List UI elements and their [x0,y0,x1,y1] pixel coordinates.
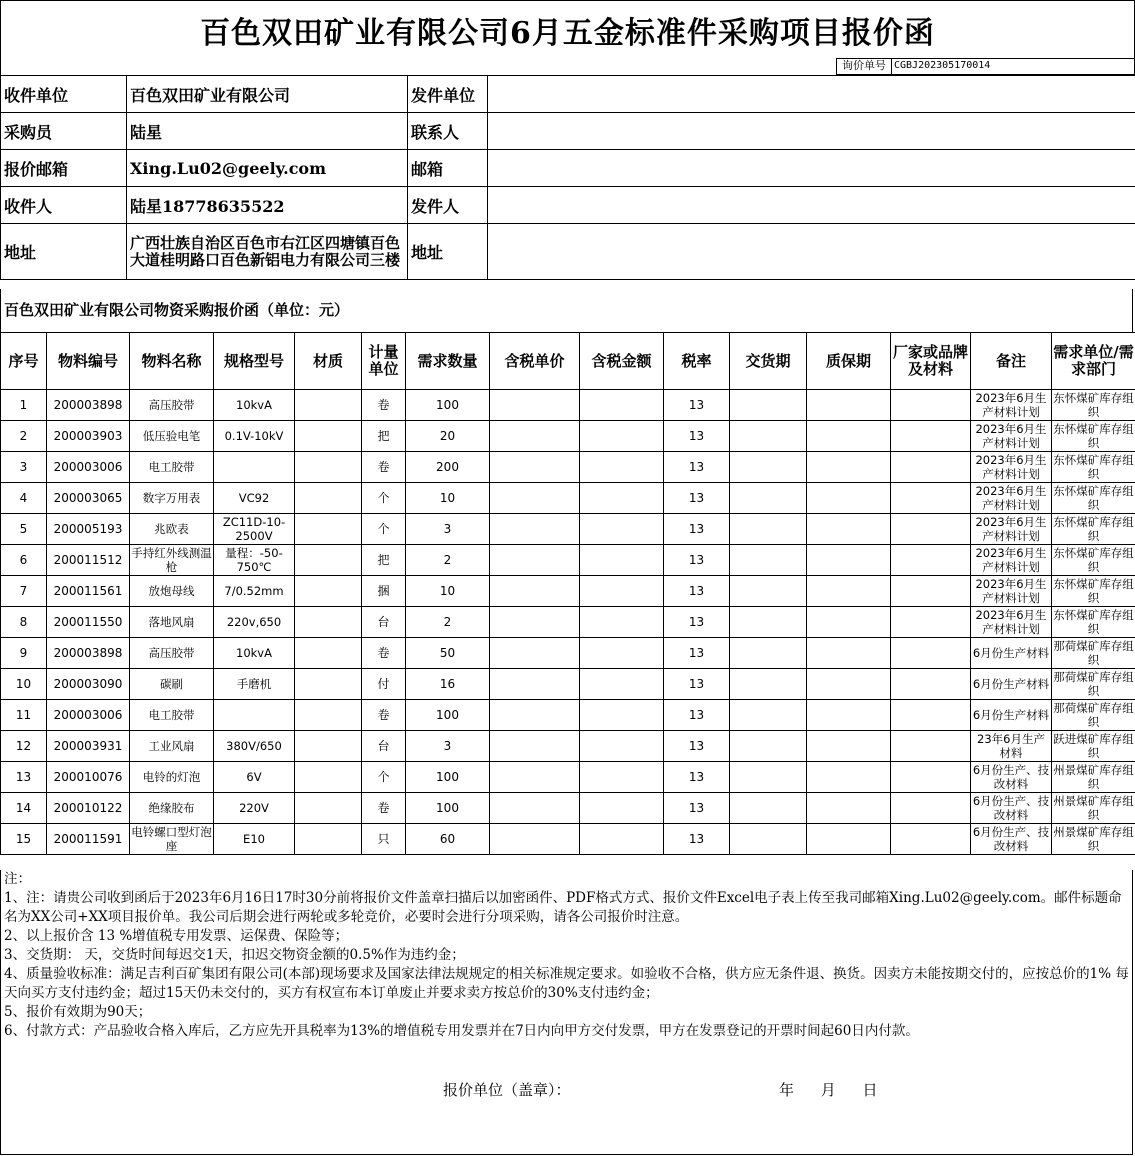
col-header: 备注 [971,333,1052,390]
row-number: 9 [1,638,47,669]
amount-cell[interactable] [580,824,664,855]
material-code: 200003090 [47,669,130,700]
unit-price-cell[interactable] [490,483,580,514]
delivery-cell[interactable] [730,700,807,731]
dept-cell: 州景煤矿库存组织 [1053,763,1134,791]
recv-unit-value: 百色双田矿业有限公司 [127,76,408,113]
amount-cell[interactable] [580,452,664,483]
amount-cell[interactable] [580,545,664,576]
item-rows [1,390,1135,855]
quantity-cell: 200 [406,452,490,483]
material-code: 200010076 [47,762,130,793]
material-code: 200011550 [47,607,130,638]
spec-model: 220V [214,793,295,824]
dept-cell: 州景煤矿库存组织 [1053,794,1134,822]
table-row [1,576,1135,607]
amount-cell[interactable] [580,576,664,607]
unit-cell: 个 [362,514,406,545]
material-cell[interactable] [295,607,362,638]
brand-cell[interactable] [891,762,971,793]
table-row [1,452,1135,483]
remark-cell: 6月份生产、技改材料 [971,793,1052,824]
header-row [1,333,1135,390]
brand-cell[interactable] [891,700,971,731]
quantity-cell: 10 [406,483,490,514]
material-cell[interactable] [295,452,362,483]
unit-cell: 捆 [362,576,406,607]
buyer-label: 采购员 [1,113,127,150]
col-header: 材质 [295,333,362,390]
material-code: 200011512 [47,545,130,576]
quantity-cell: 3 [406,731,490,762]
delivery-cell[interactable] [730,607,807,638]
address-value: 广西壮族自治区百色市右江区四塘镇百色大道桂明路口百色新铝电力有限公司三楼 [127,224,408,280]
quantity-cell: 2 [406,607,490,638]
table-row [1,762,1135,793]
row-number: 3 [1,452,47,483]
dept-cell: 东怀煤矿库存组织 [1053,546,1134,574]
material-name: 高压胶带 [130,390,214,421]
unit-price-cell[interactable] [490,824,580,855]
col-header: 需求单位/需求部门 [1052,333,1135,390]
col-header: 计量单位 [362,333,406,390]
contact-label: 联系人 [408,113,488,150]
unit-cell: 卷 [362,638,406,669]
material-name: 高压胶带 [130,638,214,669]
note-line: 3、交货期： 天，交货时间每迟交1天，扣迟交物资金额的0.5%作为违约金； [4,947,465,963]
delivery-cell[interactable] [730,824,807,855]
unit-cell: 只 [362,824,406,855]
material-cell[interactable] [295,700,362,731]
material-code: 200003898 [47,390,130,421]
remark-cell: 6月份生产材料 [971,638,1052,669]
table-row [1,390,1135,421]
unit-cell: 个 [362,762,406,793]
delivery-cell[interactable] [730,638,807,669]
row-number: 7 [1,576,47,607]
warranty-cell[interactable] [807,421,891,452]
material-name: 碳刷 [130,669,214,700]
inquiry-row [0,58,1135,75]
inquiry-number: CGBJ202305170014 [894,60,991,71]
quantity-cell: 100 [406,793,490,824]
warranty-cell[interactable] [807,669,891,700]
tax-rate-cell: 13 [664,545,730,576]
delivery-cell[interactable] [730,545,807,576]
tax-rate-cell: 13 [664,483,730,514]
col-header: 税率 [664,333,730,390]
delivery-cell[interactable] [730,669,807,700]
brand-cell[interactable] [891,607,971,638]
col-header: 质保期 [807,333,891,390]
brand-cell[interactable] [891,452,971,483]
info-table [0,75,1135,280]
notes-section [0,870,1133,1155]
date-label: 年 月 日 [779,1081,878,1099]
delivery-cell[interactable] [730,762,807,793]
warranty-cell[interactable] [807,576,891,607]
remark-cell: 6月份生产、技改材料 [971,824,1052,855]
unit-price-cell[interactable] [490,793,580,824]
unit-price-cell[interactable] [490,762,580,793]
spec-model: E10 [214,824,295,855]
unit-cell: 个 [362,483,406,514]
unit-price-cell[interactable] [490,545,580,576]
quote-email-label: 报价邮箱 [1,150,127,187]
tax-rate-cell: 13 [664,390,730,421]
unit-cell: 卷 [362,452,406,483]
dept-cell: 东怀煤矿库存组织 [1053,422,1134,450]
amount-cell[interactable] [580,762,664,793]
inquiry-label: 询价单号 [842,59,886,72]
row-number: 5 [1,514,47,545]
delivery-cell[interactable] [730,452,807,483]
buyer-value: 陆星 [127,113,408,150]
material-cell[interactable] [295,390,362,421]
unit-price-cell[interactable] [490,576,580,607]
email-label: 邮箱 [408,150,488,187]
unit-cell: 台 [362,607,406,638]
brand-cell[interactable] [891,793,971,824]
unit-cell: 卷 [362,793,406,824]
dept-cell: 东怀煤矿库存组织 [1053,515,1134,543]
col-header: 规格型号 [214,333,295,390]
row-number: 15 [1,824,47,855]
spec-model: 10kvA [214,390,295,421]
dept-cell: 那荷煤矿库存组织 [1053,701,1134,729]
material-name: 数字万用表 [130,483,214,514]
brand-cell[interactable] [891,421,971,452]
send-unit-value[interactable] [488,76,1135,113]
tax-rate-cell: 13 [664,638,730,669]
row-number: 4 [1,483,47,514]
tax-rate-cell: 13 [664,762,730,793]
dept-cell: 那荷煤矿库存组织 [1053,670,1134,698]
material-code: 200003006 [47,700,130,731]
delivery-cell[interactable] [730,483,807,514]
spec-model [214,452,295,483]
note-line: 1、注：请贵公司收到函后于2023年6月16日17时30分前将报价文件盖章扫描后以加密函件、PDF格式方式、报价文件Excel电子表上传至我司邮箱Xing.Lu02@geely.com。邮件标题命名为XX公司+XX项目报价单。我公司后期会进行两轮或多轮竞价，必要时会进行分项采购，请各公司报价时注意。 [4,890,1122,925]
warranty-cell[interactable] [807,793,891,824]
unit-price-cell[interactable] [490,700,580,731]
row-number: 1 [1,390,47,421]
email-value[interactable] [488,150,1135,187]
amount-cell[interactable] [580,700,664,731]
remark-cell: 23年6月生产材料 [971,731,1052,762]
warranty-cell[interactable] [807,514,891,545]
unit-price-cell[interactable] [490,421,580,452]
material-name: 落地风扇 [130,607,214,638]
spec-model: 6V [214,762,295,793]
items-table [0,332,1135,855]
material-name: 低压验电笔 [130,421,214,452]
page-title: 百色双田矿业有限公司6月五金标准件采购项目报价函 [0,0,1135,59]
contact-value[interactable] [488,113,1135,150]
material-cell[interactable] [295,576,362,607]
material-cell[interactable] [295,762,362,793]
note-line: 注： [4,871,31,887]
tax-rate-cell: 13 [664,793,730,824]
remark-cell: 2023年6月生产材料计划 [971,607,1052,638]
amount-cell[interactable] [580,731,664,762]
note-line: 6、付款方式：产品验收合格入库后，乙方应先开具税率为13%的增值税专用发票并在7日内向甲方交付发票，甲方在发票登记的开票时间起60日内付款。 [4,1023,919,1039]
spec-model: 220v,650 [214,607,295,638]
unit-price-cell[interactable] [490,390,580,421]
spec-model: 380V/650 [214,731,295,762]
amount-cell[interactable] [580,483,664,514]
material-name: 电铃的灯泡 [130,762,214,793]
row-number: 11 [1,700,47,731]
brand-cell[interactable] [891,576,971,607]
quantity-cell: 60 [406,824,490,855]
row-number: 12 [1,731,47,762]
tax-rate-cell: 13 [664,669,730,700]
send-unit-label: 发件单位 [408,76,488,113]
unit-cell: 把 [362,421,406,452]
table-row [1,607,1135,638]
quantity-cell: 50 [406,638,490,669]
brand-cell[interactable] [891,390,971,421]
recv-unit-label: 收件单位 [1,76,127,113]
spec-model: 量程：-50-750℃ [214,545,295,576]
warranty-cell[interactable] [807,545,891,576]
material-name: 电铃螺口型灯泡座 [131,825,212,853]
warranty-cell[interactable] [807,483,891,514]
brand-cell[interactable] [891,824,971,855]
table-row [1,824,1135,855]
quote-email-value[interactable]: Xing.Lu02@geely.com [127,150,408,187]
delivery-cell[interactable] [730,576,807,607]
material-name: 手持红外线测温枪 [131,546,212,574]
amount-cell[interactable] [580,669,664,700]
quantity-cell: 10 [406,576,490,607]
material-cell[interactable] [295,793,362,824]
table-row [1,545,1135,576]
receiver-value: 陆星18778635522 [127,187,408,224]
dept-cell: 那荷煤矿库存组织 [1053,639,1134,667]
warranty-cell[interactable] [807,390,891,421]
tax-rate-cell: 13 [664,700,730,731]
tax-rate-cell: 13 [664,731,730,762]
col-header: 含税金额 [580,333,664,390]
delivery-cell[interactable] [730,390,807,421]
dept-cell: 东怀煤矿库存组织 [1053,391,1134,419]
spec-model: ZC11D-10-2500V [214,514,295,545]
material-cell[interactable] [295,514,362,545]
brand-cell[interactable] [891,638,971,669]
material-code: 200003931 [47,731,130,762]
remark-cell: 6月份生产材料 [971,669,1052,700]
dept-cell: 东怀煤矿库存组织 [1053,453,1134,481]
dept-cell: 东怀煤矿库存组织 [1053,577,1134,605]
material-name: 电工胶带 [130,700,214,731]
unit-cell: 卷 [362,700,406,731]
table-row [1,731,1135,762]
material-cell[interactable] [295,421,362,452]
material-name: 放炮母线 [130,576,214,607]
remark-cell: 2023年6月生产材料计划 [971,390,1052,421]
material-cell[interactable] [295,824,362,855]
delivery-cell[interactable] [730,793,807,824]
row-number: 10 [1,669,47,700]
row-number: 14 [1,793,47,824]
remark-cell: 2023年6月生产材料计划 [971,452,1052,483]
unit-cell: 卷 [362,390,406,421]
brand-cell[interactable] [891,514,971,545]
delivery-cell[interactable] [730,421,807,452]
delivery-cell[interactable] [730,514,807,545]
spec-model: 7/0.52mm [214,576,295,607]
tax-rate-cell: 13 [664,452,730,483]
amount-cell[interactable] [580,514,664,545]
quantity-cell: 20 [406,421,490,452]
table-row [1,669,1135,700]
quantity-cell: 100 [406,700,490,731]
address2-value[interactable] [488,224,1135,280]
remark-cell: 6月份生产、技改材料 [971,762,1052,793]
material-name: 电工胶带 [130,452,214,483]
spec-model: 手磨机 [214,669,295,700]
unit-price-cell[interactable] [490,514,580,545]
sender-label: 发件人 [408,187,488,224]
table-row [1,483,1135,514]
brand-cell[interactable] [891,483,971,514]
col-header: 物料名称 [130,333,214,390]
material-code: 200003903 [47,421,130,452]
col-header: 序号 [1,333,47,390]
material-cell[interactable] [295,483,362,514]
table-row [1,793,1135,824]
warranty-cell[interactable] [807,762,891,793]
dept-cell: 东怀煤矿库存组织 [1053,608,1134,636]
amount-cell[interactable] [580,421,664,452]
material-code: 200003065 [47,483,130,514]
material-code: 200005193 [47,514,130,545]
material-code: 200003006 [47,452,130,483]
note-line: 4、质量验收标准：满足吉利百矿集团有限公司(本部)现场要求及国家法律法规规定的相关标准规定要求。如验收不合格，供方应无条件退、换货。因卖方未能按期交付的，应按总价的1% 每天向买方支付违约金；超过15天仍未交付的，买方有权宣布本订单废止并要求卖方按总价的30%支付违约金； [4,966,1129,1001]
material-code: 200011561 [47,576,130,607]
address-label: 地址 [1,224,127,280]
amount-cell[interactable] [580,793,664,824]
remark-cell: 6月份生产材料 [971,700,1052,731]
tax-rate-cell: 13 [664,514,730,545]
spec-model: 0.1V-10kV [214,421,295,452]
unit-cell: 台 [362,731,406,762]
amount-cell[interactable] [580,607,664,638]
note-line: 5、报价有效期为90天； [4,1004,152,1020]
material-code: 200003898 [47,638,130,669]
warranty-cell[interactable] [807,638,891,669]
material-name: 工业风扇 [130,731,214,762]
warranty-cell[interactable] [807,700,891,731]
brand-cell[interactable] [891,669,971,700]
table-row [1,514,1135,545]
col-header: 物料编号 [47,333,130,390]
sender-value[interactable] [488,187,1135,224]
material-cell[interactable] [295,545,362,576]
material-cell[interactable] [295,669,362,700]
address2-label: 地址 [408,224,488,280]
col-header: 需求数量 [406,333,490,390]
tax-rate-cell: 13 [664,607,730,638]
unit-price-cell[interactable] [490,638,580,669]
remark-cell: 2023年6月生产材料计划 [971,545,1052,576]
warranty-cell[interactable] [807,452,891,483]
unit-price-cell[interactable] [490,731,580,762]
table-row [1,700,1135,731]
warranty-cell[interactable] [807,607,891,638]
table-caption: 百色双田矿业有限公司物资采购报价函（单位：元） [0,289,1133,332]
spec-model [214,700,295,731]
brand-cell[interactable] [891,731,971,762]
col-header: 含税单价 [490,333,580,390]
receiver-label: 收件人 [1,187,127,224]
amount-cell[interactable] [580,638,664,669]
spec-model: 10kvA [214,638,295,669]
unit-price-cell[interactable] [490,669,580,700]
amount-cell[interactable] [580,390,664,421]
spec-model: VC92 [214,483,295,514]
tax-rate-cell: 13 [664,576,730,607]
col-header: 交货期 [730,333,807,390]
unit-price-cell[interactable] [490,452,580,483]
quantity-cell: 100 [406,762,490,793]
unit-cell: 付 [362,669,406,700]
unit-cell: 把 [362,545,406,576]
row-number: 6 [1,545,47,576]
note-line: 2、以上报价含 13 %增值税专用发票、运保费、保险等； [4,928,349,944]
row-number: 2 [1,421,47,452]
warranty-cell[interactable] [807,824,891,855]
material-name: 兆欧表 [130,514,214,545]
table-row [1,421,1135,452]
warranty-cell[interactable] [807,731,891,762]
unit-price-cell[interactable] [490,607,580,638]
signature-label: 报价单位（盖章）： [443,1081,571,1099]
col-header: 厂家或品牌及材料 [891,333,971,390]
row-number: 8 [1,607,47,638]
quantity-cell: 3 [406,514,490,545]
dept-cell: 州景煤矿库存组织 [1053,825,1134,853]
tax-rate-cell: 13 [664,421,730,452]
material-name: 绝缘胶布 [130,793,214,824]
remark-cell: 2023年6月生产材料计划 [971,514,1052,545]
material-cell[interactable] [295,638,362,669]
material-cell[interactable] [295,731,362,762]
row-number: 13 [1,762,47,793]
quantity-cell: 16 [406,669,490,700]
material-code: 200010122 [47,793,130,824]
quantity-cell: 100 [406,390,490,421]
dept-cell: 跃进煤矿库存组织 [1053,732,1134,760]
quantity-cell: 2 [406,545,490,576]
material-code: 200011591 [47,824,130,855]
delivery-cell[interactable] [730,731,807,762]
table-row [1,638,1135,669]
tax-rate-cell: 13 [664,824,730,855]
brand-cell[interactable] [891,545,971,576]
dept-cell: 东怀煤矿库存组织 [1053,484,1134,512]
remark-cell: 2023年6月生产材料计划 [971,421,1052,452]
remark-cell: 2023年6月生产材料计划 [971,576,1052,607]
remark-cell: 2023年6月生产材料计划 [971,483,1052,514]
